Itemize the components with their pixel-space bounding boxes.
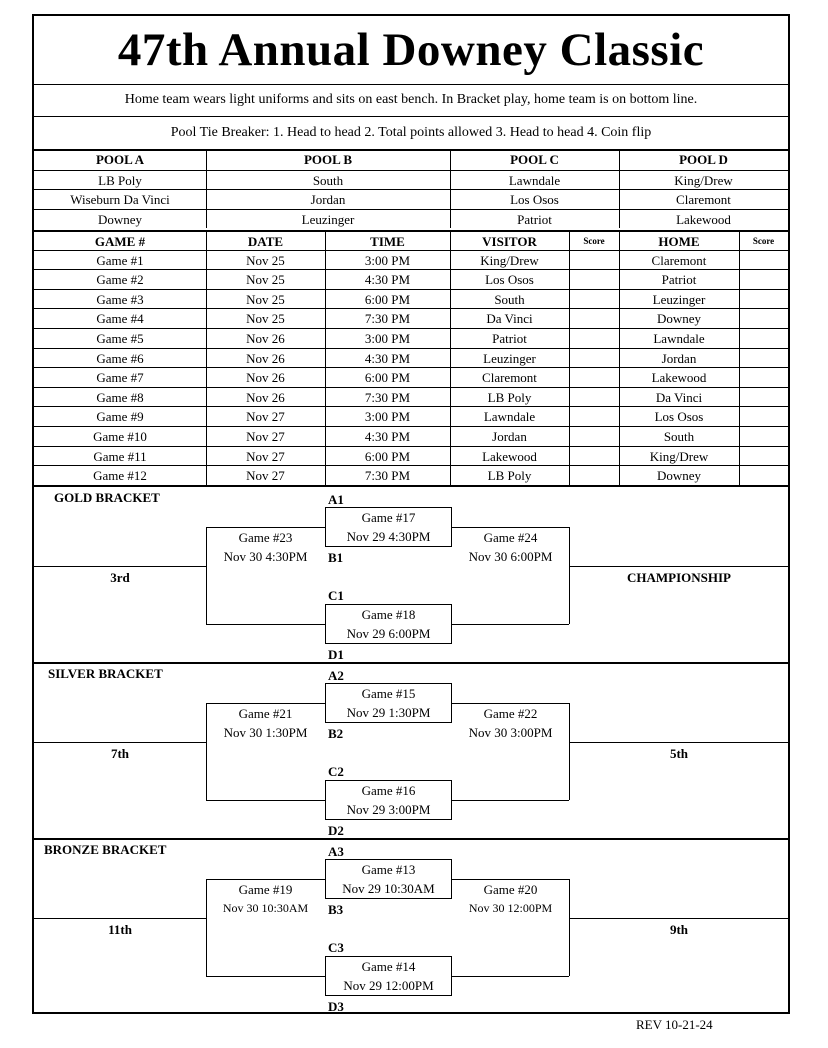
- game-label: Game #14: [361, 959, 416, 974]
- seed-label: C1: [328, 588, 344, 603]
- game-label: Game #15: [361, 686, 416, 701]
- schedule-game: Game #9: [96, 409, 144, 425]
- col-divider: [619, 230, 620, 485]
- col-divider: [206, 230, 207, 485]
- schedule-header-visitor: VISITOR: [482, 234, 537, 249]
- row-divider: [34, 367, 788, 368]
- row-divider: [34, 189, 788, 190]
- schedule-game: Game #8: [96, 389, 144, 405]
- bracket-line: [206, 624, 325, 625]
- bracket-title: GOLD BRACKET: [54, 490, 160, 505]
- page-title: 47th Annual Downey Classic: [117, 24, 705, 76]
- schedule-time: 7:30 PM: [364, 311, 411, 327]
- pool-team: Claremont: [676, 192, 731, 207]
- bracket-line: [569, 703, 570, 800]
- schedule-visitor: LB Poly: [487, 468, 532, 484]
- game-time: Nov 29 6:00PM: [346, 626, 431, 641]
- schedule-time: 6:00 PM: [364, 448, 411, 464]
- divider: [34, 485, 788, 487]
- schedule-home: Downey: [656, 311, 702, 327]
- schedule-header-time: TIME: [370, 234, 405, 249]
- game-label: Game #19: [238, 882, 293, 897]
- game-label: Game #16: [361, 783, 416, 798]
- game-time: Nov 30 12:00PM: [468, 901, 553, 915]
- col-divider: [739, 230, 740, 485]
- col-divider: [325, 230, 326, 485]
- schedule-visitor: Los Osos: [485, 272, 534, 288]
- pool-header-c: POOL C: [510, 152, 559, 167]
- schedule-visitor: Jordan: [492, 429, 527, 444]
- schedule-time: 6:00 PM: [364, 370, 411, 386]
- pool-team: Leuzinger: [301, 211, 355, 227]
- pool-team: King/Drew: [674, 172, 733, 188]
- game-label: Game #13: [361, 862, 416, 877]
- pool-team: Los Osos: [510, 192, 559, 207]
- schedule-home: Lakewood: [651, 370, 707, 386]
- bracket-line: [34, 566, 206, 567]
- schedule-header-date: DATE: [247, 234, 284, 249]
- schedule-home: Claremont: [651, 252, 707, 268]
- game-time: Nov 29 12:00PM: [343, 978, 434, 993]
- place-label: 5th: [669, 746, 689, 761]
- schedule-header-game: GAME #: [94, 234, 146, 249]
- divider: [34, 662, 788, 664]
- place-label: 3rd: [110, 570, 130, 585]
- schedule-date: Nov 25: [246, 291, 285, 307]
- schedule-visitor: South: [494, 291, 525, 307]
- schedule-game: Game #5: [96, 331, 144, 346]
- bracket-line: [206, 800, 325, 801]
- pool-team: Patriot: [517, 211, 552, 227]
- pool-team: Wiseburn Da Vinci: [70, 192, 170, 207]
- schedule-home: King/Drew: [649, 448, 709, 464]
- pool-header-d: POOL D: [679, 152, 728, 167]
- schedule-time: 7:30 PM: [364, 468, 411, 484]
- bracket-line: [452, 976, 569, 977]
- game-label: Game #24: [483, 530, 538, 545]
- col-divider: [569, 230, 570, 485]
- schedule-home: Lawndale: [653, 331, 705, 346]
- schedule-time: 4:30 PM: [364, 272, 411, 288]
- game-label: Game #21: [238, 706, 293, 721]
- seed-label: A2: [328, 668, 344, 683]
- schedule-date: Nov 25: [246, 311, 285, 327]
- schedule-time: 6:00 PM: [364, 291, 411, 307]
- divider: [34, 84, 788, 85]
- game-time: Nov 30 1:30PM: [223, 725, 308, 740]
- revision-label: REV 10-21-24: [636, 1017, 713, 1032]
- row-divider: [34, 348, 788, 349]
- game-time: Nov 30 3:00PM: [468, 725, 553, 740]
- bracket-line: [569, 879, 570, 976]
- divider: [34, 116, 788, 117]
- schedule-game: Game #7: [96, 370, 144, 386]
- game-label: Game #17: [361, 510, 416, 525]
- schedule-visitor: Leuzinger: [483, 350, 536, 366]
- schedule-time: 3:00 PM: [364, 252, 411, 268]
- schedule-home: South: [663, 429, 695, 444]
- game-label: Game #22: [483, 706, 538, 721]
- schedule-time: 4:30 PM: [364, 429, 411, 444]
- game-time: Nov 29 4:30PM: [346, 529, 431, 544]
- seed-label: D1: [328, 647, 344, 662]
- schedule-home: Leuzinger: [652, 291, 706, 307]
- schedule-date: Nov 26: [246, 370, 285, 386]
- schedule-time: 3:00 PM: [364, 409, 411, 425]
- schedule-date: Nov 25: [246, 252, 285, 268]
- schedule-visitor: LB Poly: [487, 389, 532, 405]
- schedule-visitor: King/Drew: [480, 252, 539, 268]
- place-label: CHAMPIONSHIP: [627, 570, 731, 585]
- schedule-game: Game #6: [96, 350, 144, 366]
- col-divider: [619, 150, 620, 228]
- seed-label: B2: [328, 726, 344, 741]
- bracket-line: [569, 566, 788, 567]
- seed-label: C2: [328, 764, 344, 779]
- bracket-line: [569, 527, 570, 624]
- col-divider: [450, 230, 451, 485]
- schedule-visitor: Patriot: [492, 331, 527, 346]
- schedule-time: 7:30 PM: [364, 389, 411, 405]
- schedule-date: Nov 26: [246, 350, 285, 366]
- row-divider: [34, 446, 788, 447]
- row-divider: [34, 250, 788, 251]
- game-time: Nov 29 1:30PM: [346, 705, 431, 720]
- bracket-title: SILVER BRACKET: [48, 666, 163, 681]
- schedule-time: 3:00 PM: [364, 331, 411, 346]
- row-divider: [34, 170, 788, 171]
- row-divider: [34, 269, 788, 270]
- pool-team: Downey: [97, 211, 143, 227]
- row-divider: [34, 387, 788, 388]
- schedule-date: Nov 27: [246, 468, 285, 484]
- schedule-home: Patriot: [661, 272, 697, 288]
- schedule-date: Nov 26: [246, 389, 285, 405]
- schedule-visitor: Claremont: [482, 370, 537, 386]
- divider: [34, 838, 788, 840]
- schedule-date: Nov 27: [246, 448, 285, 464]
- game-label: Game #18: [361, 607, 416, 622]
- tie-breaker-note: Pool Tie Breaker: 1. Head to head 2. Total points allowed 3. Head to head 4. Coin flip: [170, 125, 652, 140]
- schedule-game: Game #12: [93, 468, 147, 484]
- schedule-home: Da Vinci: [655, 389, 703, 405]
- row-divider: [34, 289, 788, 290]
- seed-label: D3: [328, 999, 344, 1014]
- pool-team: LB Poly: [98, 172, 142, 188]
- schedule-header-score1: Score: [583, 236, 605, 246]
- schedule-date: Nov 26: [246, 331, 285, 346]
- seed-label: B3: [328, 902, 344, 917]
- bracket-title: BRONZE BRACKET: [44, 842, 167, 857]
- game-time: Nov 29 3:00PM: [346, 802, 431, 817]
- schedule-game: Game #4: [96, 311, 144, 327]
- home-team-note: Home team wears light uniforms and sits on east bench. In Bracket play, home team is on bottom line.: [124, 92, 698, 107]
- seed-label: A1: [328, 492, 344, 507]
- bracket-line: [452, 800, 569, 801]
- col-divider: [206, 150, 207, 228]
- place-label: 7th: [110, 746, 130, 761]
- schedule-home: Los Osos: [654, 409, 704, 425]
- schedule-home: Jordan: [661, 350, 697, 366]
- bracket-line: [569, 742, 788, 743]
- schedule-game: Game #3: [96, 291, 144, 307]
- game-time: Nov 30 6:00PM: [468, 549, 553, 564]
- schedule-visitor: Lakewood: [482, 448, 537, 464]
- pool-team: Lawndale: [508, 172, 561, 188]
- pool-team: South: [312, 172, 344, 188]
- bracket-line: [206, 976, 325, 977]
- row-divider: [34, 308, 788, 309]
- place-label: 11th: [108, 922, 132, 937]
- bracket-line: [569, 918, 788, 919]
- game-time: Nov 30 4:30PM: [223, 549, 308, 564]
- seed-label: C3: [328, 940, 344, 955]
- row-divider: [34, 426, 788, 427]
- seed-label: A3: [328, 844, 344, 859]
- row-divider: [34, 209, 788, 210]
- game-label: Game #20: [483, 882, 538, 897]
- row-divider: [34, 406, 788, 407]
- place-label: 9th: [669, 922, 689, 937]
- pool-header-a: POOL A: [95, 152, 145, 167]
- schedule-game: Game #10: [93, 429, 147, 444]
- bracket-line: [452, 624, 569, 625]
- schedule-date: Nov 25: [246, 272, 285, 288]
- schedule-sheet: [32, 14, 790, 1014]
- row-divider: [34, 328, 788, 329]
- schedule-game: Game #1: [96, 252, 144, 268]
- pool-team: Jordan: [310, 192, 346, 207]
- schedule-visitor: Lawndale: [483, 409, 536, 425]
- seed-label: B1: [328, 550, 344, 565]
- game-time: Nov 30 10:30AM: [222, 901, 309, 915]
- col-divider: [450, 150, 451, 228]
- bracket-line: [34, 742, 206, 743]
- pool-team: Lakewood: [676, 211, 731, 227]
- row-divider: [34, 465, 788, 466]
- schedule-date: Nov 27: [246, 409, 285, 425]
- schedule-date: Nov 27: [246, 429, 285, 444]
- schedule-visitor: Da Vinci: [486, 311, 533, 327]
- game-label: Game #23: [238, 530, 293, 545]
- schedule-header-home: HOME: [658, 234, 700, 249]
- schedule-header-score2: Score: [752, 236, 775, 246]
- schedule-time: 4:30 PM: [364, 350, 411, 366]
- schedule-game: Game #11: [93, 448, 147, 464]
- schedule-home: Downey: [656, 468, 702, 484]
- bracket-line: [34, 918, 206, 919]
- game-time: Nov 29 10:30AM: [342, 881, 435, 896]
- pool-header-b: POOL B: [303, 152, 353, 167]
- schedule-game: Game #2: [96, 272, 144, 288]
- seed-label: D2: [328, 823, 344, 838]
